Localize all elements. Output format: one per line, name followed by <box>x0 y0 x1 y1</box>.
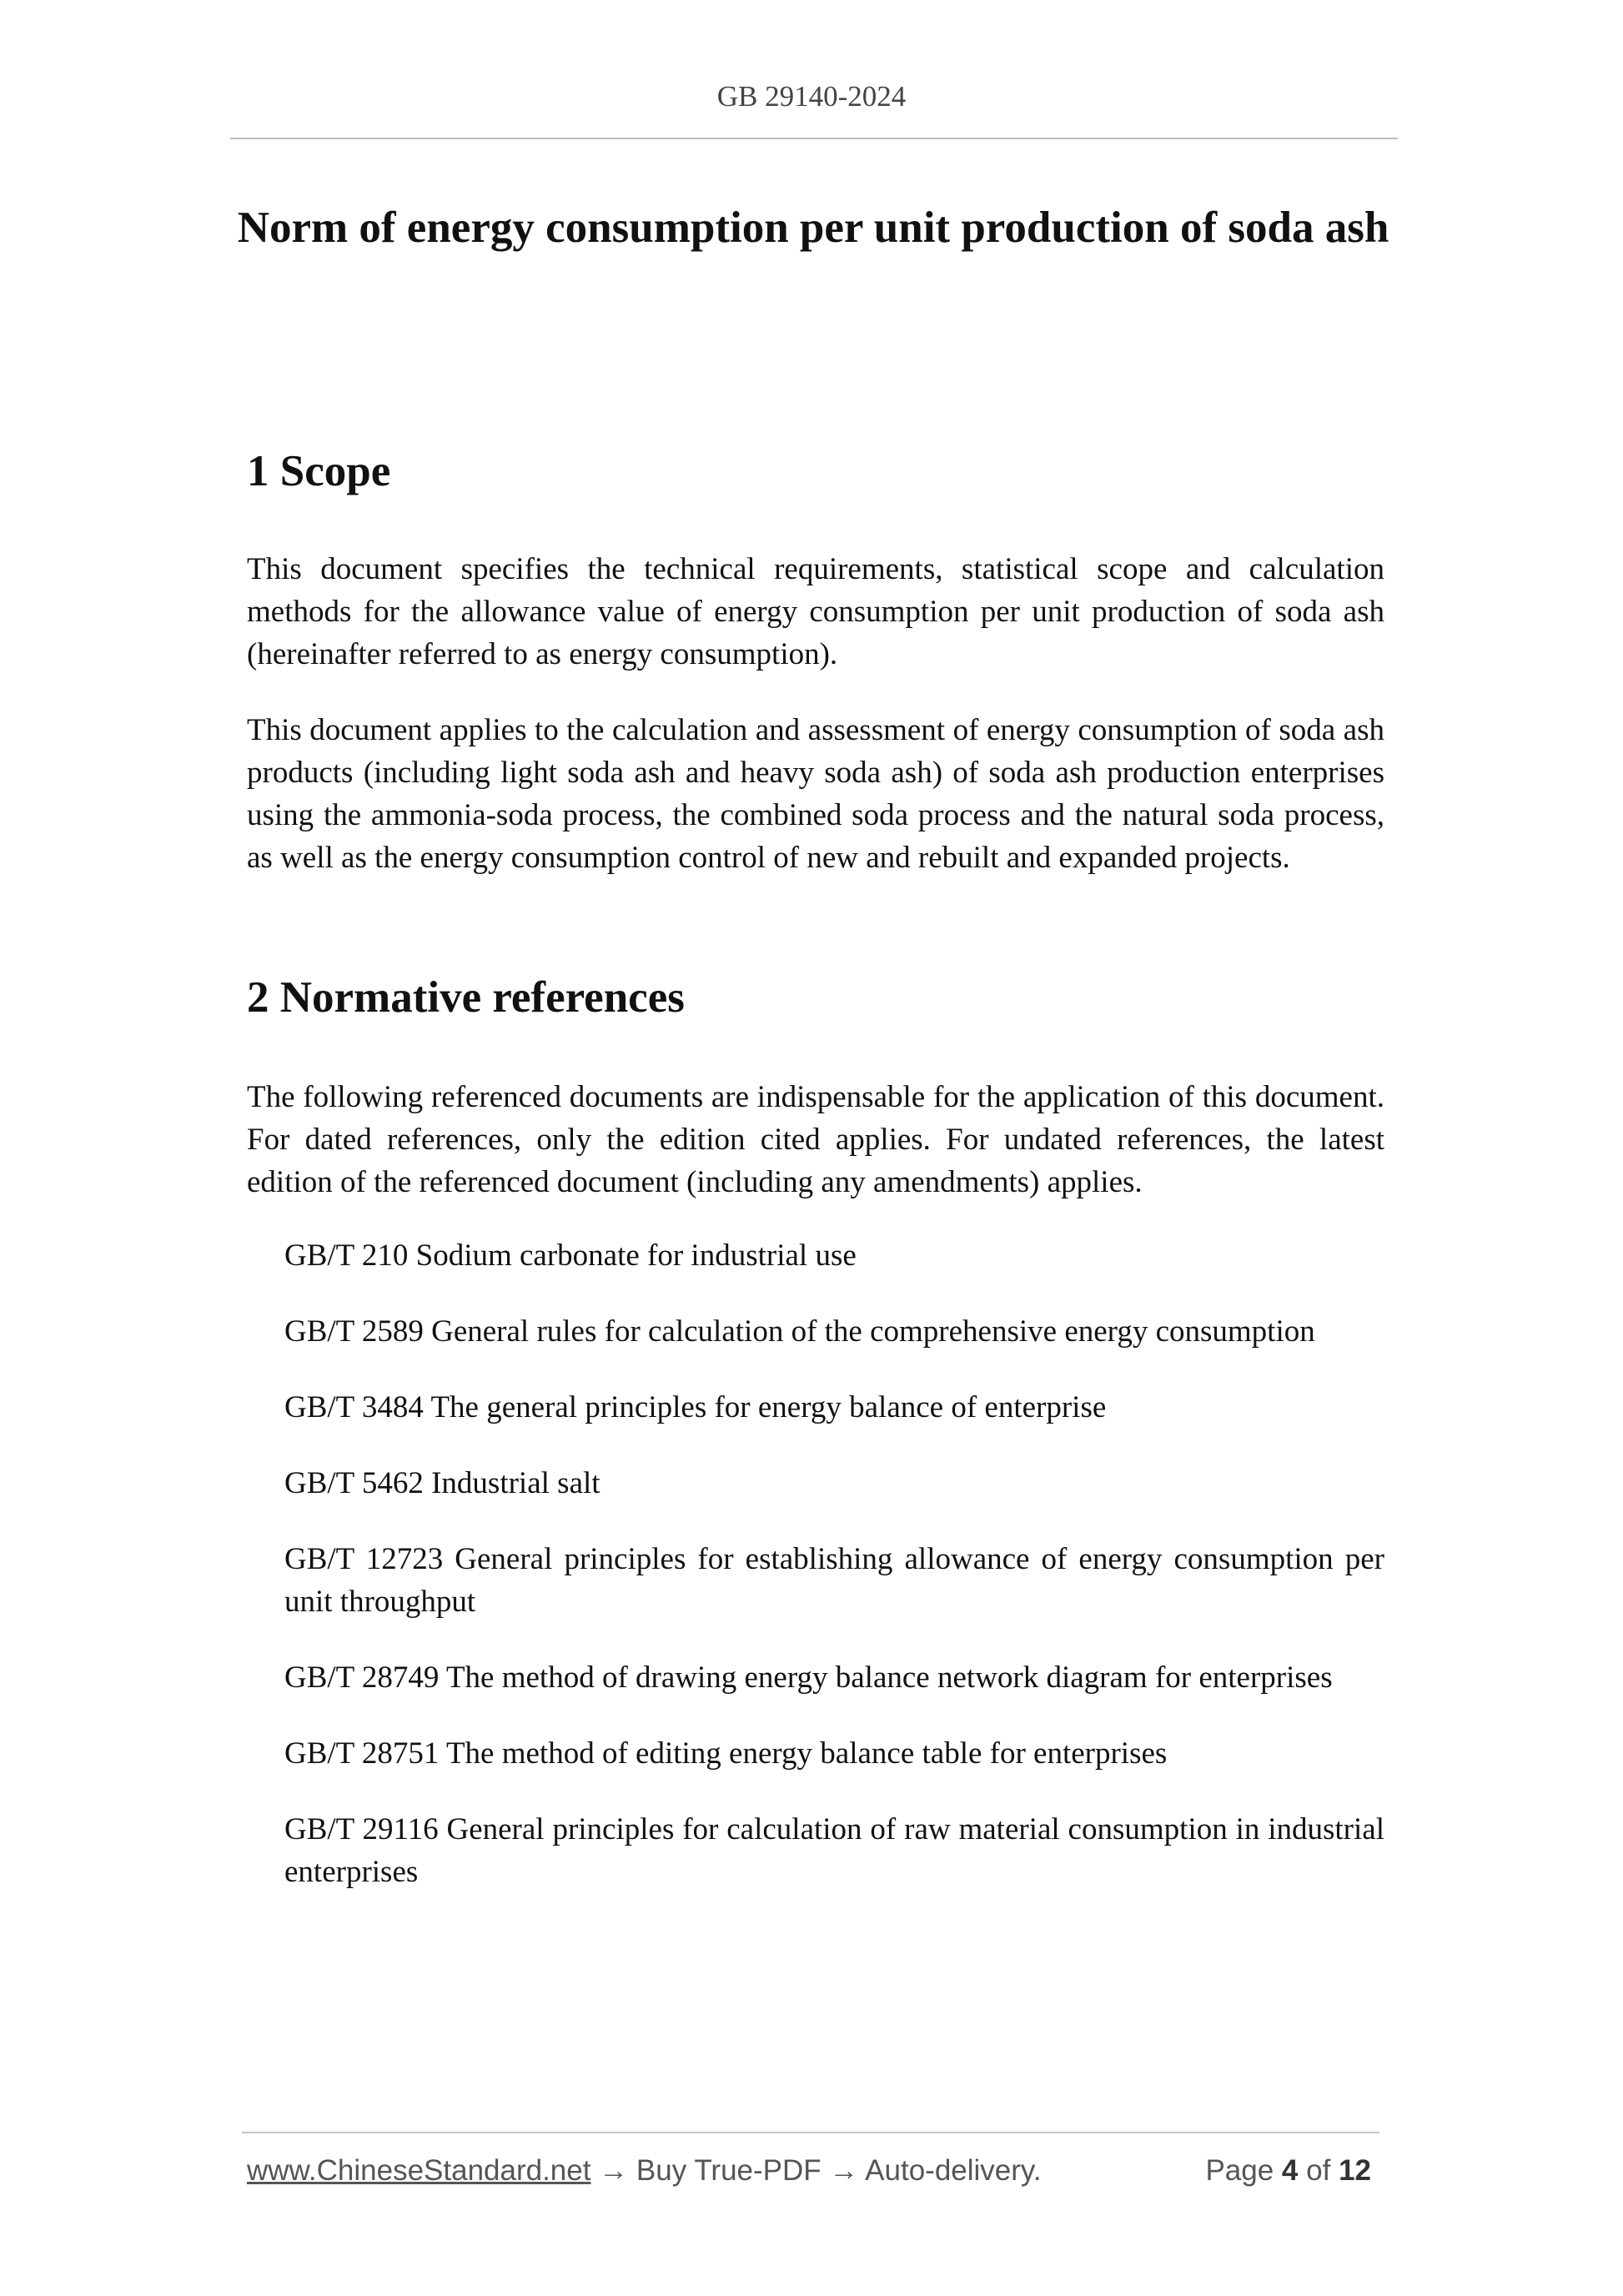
chinesestandard-link[interactable]: www.ChineseStandard.net <box>247 2154 591 2187</box>
page-indicator <box>1205 2154 1371 2188</box>
reference-item: GB/T 29116 General principles for calculation of raw material consumption in industrial enterprises <box>284 1812 1384 1889</box>
reference-item: GB/T 28751 The method of editing energy balance table for enterprises <box>284 1736 1168 1771</box>
page-label: Page <box>1205 2154 1274 2187</box>
reference-item: GB/T 5462 Industrial salt <box>284 1466 600 1500</box>
section-heading-scope: 1 Scope <box>247 447 391 495</box>
page-footer <box>247 2154 1381 2188</box>
page-of-label: of <box>1306 2154 1331 2187</box>
current-page-number: 4 <box>1281 2154 1299 2187</box>
reference-item: GB/T 3484 The general principles for energy balance of enterprise <box>284 1390 1107 1424</box>
document-title: Norm of energy consumption per unit production of soda ash <box>237 203 1389 252</box>
reference-item: GB/T 210 Sodium carbonate for industrial use <box>284 1238 857 1273</box>
reference-item: GB/T 2589 General rules for calculation of the comprehensive energy consumption <box>284 1314 1315 1349</box>
total-pages-number: 12 <box>1339 2154 1371 2187</box>
reference-item: GB/T 28749 The method of drawing energy balance network diagram for enterprises <box>284 1660 1333 1695</box>
section-heading-normative-references: 2 Normative references <box>247 973 685 1022</box>
footer-tagline: → Buy True-PDF → Auto-delivery. <box>599 2154 1042 2187</box>
document-code-header: GB 29140-2024 <box>716 80 907 113</box>
reference-item: GB/T 12723 General principles for establishing allowance of energy consumption per unit throughput <box>284 1542 1384 1619</box>
scope-paragraph-2: This document applies to the calculation and assessment of energy consumption of soda ash products (including light soda ash and heavy soda ash) of soda ash production enterprises using the ammonia-soda process, the combined soda process and the natural soda process, as well as the energy consumption control of new and rebuilt and expanded projects. <box>247 713 1384 875</box>
footer-divider <box>242 2132 1379 2133</box>
header-divider <box>230 138 1398 139</box>
scope-paragraph-1: This document specifies the technical requirements, statistical scope and calculation methods for the allowance value of energy consumption per unit production of soda ash (hereinafter referred to as energy consumption). <box>247 552 1384 671</box>
references-intro-paragraph: The following referenced documents are indispensable for the application of this document. For dated references, only the edition cited applies. For undated references, the latest edition of the referenced document (including any amendments) applies. <box>247 1080 1384 1199</box>
reference-list <box>284 1234 1384 1927</box>
